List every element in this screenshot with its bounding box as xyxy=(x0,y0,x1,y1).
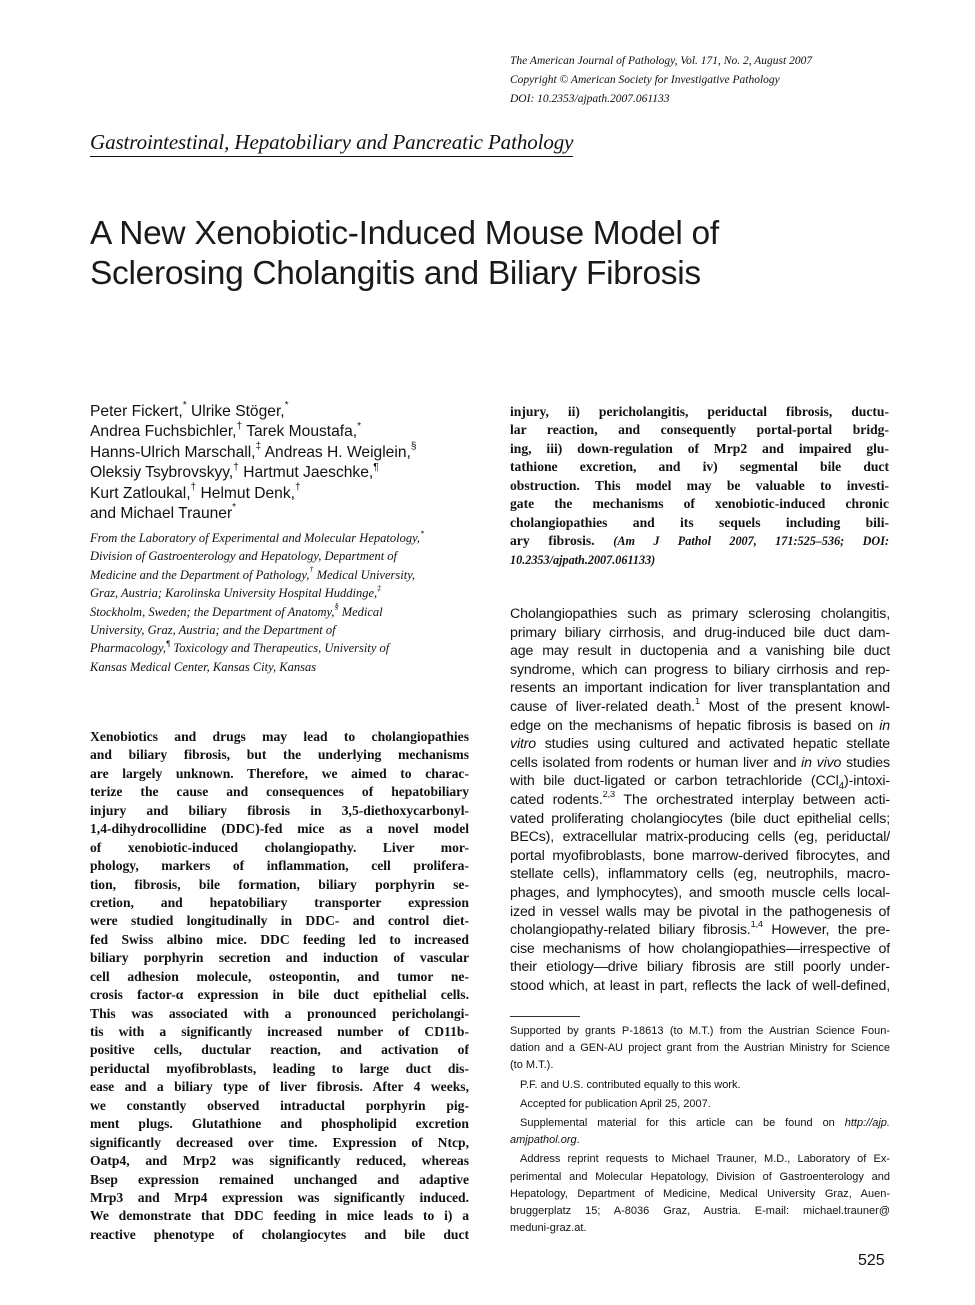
affiliation-mark: † xyxy=(190,481,197,493)
citation-doi: 10.2353/ajpath.2007.061133) xyxy=(510,552,656,567)
abstract-line: lar reaction, and consequently portal-portal bridg- xyxy=(510,422,889,438)
body-line: syndrome, which can progress to biliary cirrhosis and rep- xyxy=(510,661,890,678)
author-name: Peter Fickert, xyxy=(90,403,183,420)
abstract-line: Mrp3 and Mrp4 expression was significantly induced. xyxy=(90,1189,469,1205)
affiliation-mark: * xyxy=(420,528,425,538)
abstract-right-column xyxy=(510,403,889,569)
author-line xyxy=(90,422,490,442)
footnote-line: Supported by grants P-18613 (to M.T.) from the Austrian Science Foun- xyxy=(510,1025,890,1037)
affiliation-mark: † xyxy=(236,420,243,432)
body-line: edge on the mechanisms of hepatic fibrosis is based on in xyxy=(510,717,890,734)
body-line: BECs), extracellular matrix-producing cells (eg, periductal/ xyxy=(510,829,890,846)
abstract-line: were studied longitudinally in DDC- and control diet- xyxy=(90,913,469,929)
funding-note xyxy=(510,1023,890,1075)
author-name: Kurt Zatloukal, xyxy=(90,484,191,502)
body-line: cated rodents.$^{2,3}$ The orchestrated interplay between acti- xyxy=(510,790,890,808)
journal-citation: The American Journal of Pathology, Vol. 171, No. 2, August 2007 xyxy=(510,55,813,67)
footnote-line: amjpathol.org. xyxy=(510,1134,580,1147)
affiliation-text: Medical University, xyxy=(313,567,416,582)
author-name: Hartmut Jaeschke, xyxy=(238,464,374,482)
body-line: stellate cells), inflammatory cells (eg, neutrophils, macro- xyxy=(510,866,890,883)
abstract-line: of xenobiotic-induced cholangiopathy. Liver mor- xyxy=(90,839,469,855)
abstract-left-column xyxy=(90,728,469,1244)
author-name: Helmut Denk, xyxy=(196,484,295,502)
body-line: vated proliferating cholangiocytes (bile duct epithelial cells; xyxy=(510,810,890,827)
title-line: A New Xenobiotic-Induced Mouse Model of xyxy=(90,215,719,252)
abstract-line: ing, iii) down-regulation of Mrp2 and impaired glu- xyxy=(510,440,889,456)
affiliation-text: Medical xyxy=(338,604,383,619)
footnote-line: Address reprint requests to Michael Trauner, M.D., Laboratory of Ex- xyxy=(520,1153,890,1166)
abstract-line: and biliary fibrosis, but the underlying mechanisms xyxy=(90,747,469,763)
affiliation-mark: † xyxy=(294,481,301,493)
affiliation-line xyxy=(90,547,475,565)
author-line xyxy=(90,402,490,422)
affiliation-mark: ‡ xyxy=(255,441,262,453)
author-name: Tarek Moustafa, xyxy=(242,423,358,441)
abstract-line: tion, fibrosis, bile formation, biliary porphyrin se- xyxy=(90,876,469,892)
body-line: cise mechanisms of how cholangiopathies—irrespective of xyxy=(510,940,890,957)
body-line: with bile duct-ligated or carbon tetrachloride (CCl$_4$)-intoxi- xyxy=(510,773,890,791)
article-title xyxy=(90,214,890,294)
author-name: Ulrike Stöger, xyxy=(186,403,285,420)
address-note xyxy=(510,1151,890,1237)
affiliation-line xyxy=(90,621,475,639)
affiliation-mark: * xyxy=(182,400,187,412)
abstract-line: obstruction. This model may be valuable to investi- xyxy=(510,477,889,493)
abstract-line: tis with a significantly increased number of CD11b- xyxy=(90,1024,469,1039)
abstract-line: gate the mechanisms of xenobiotic-induced chronic xyxy=(510,496,889,512)
affiliation-text: Graz, Austria; Karolinska University Hospital Huddinge, xyxy=(90,586,378,601)
abstract-line: cholangiopathies and its sequels including bili- xyxy=(510,514,889,530)
affiliation-text: Medicine and the Department of Pathology, xyxy=(90,567,310,582)
abstract-line: periductal myofibroblasts, leading to large duct dis- xyxy=(90,1060,469,1076)
body-text xyxy=(510,605,890,995)
abstract-line: crosis factor-α expression in bile duct epithelial cells. xyxy=(90,987,469,1003)
abstract-line: cretion, and hepatobiliary transporter expression xyxy=(90,894,469,910)
abstract-line: Bsep expression remained unchanged and adaptive xyxy=(90,1171,469,1187)
abstract-line: injury and biliary fibrosis in 3,5-diethoxycarbonyl- xyxy=(90,802,469,818)
abstract-line: are largely unknown. Therefore, we aimed to charac- xyxy=(90,765,469,781)
body-line: cholangiopathy-related biliary fibrosis.$^{1,4}$ However, the pre- xyxy=(510,921,890,939)
abstract-line: fed Swiss albino mice. DDC feeding led to increased xyxy=(90,931,469,947)
author-line xyxy=(90,443,490,463)
body-line: their etiology—drive biliary fibrosis are still poorly under- xyxy=(510,959,890,976)
abstract-line: positive cells, ductular reaction, and activation of xyxy=(90,1042,469,1058)
supplemental-note xyxy=(510,1115,890,1149)
affiliation-line xyxy=(90,584,475,602)
author-list xyxy=(90,402,490,524)
affiliation-text: Toxicology and Therapeutics, University of xyxy=(170,641,390,656)
affiliation-line xyxy=(90,566,475,584)
footnote-line: (to M.T.). xyxy=(510,1059,554,1072)
affiliation-text: Division of Gastroenterology and Hepatology, Department of xyxy=(90,549,398,564)
affiliation-mark: † xyxy=(233,461,239,473)
abstract-line xyxy=(510,532,889,550)
abstract-line: This was associated with a pronounced pericholangi- xyxy=(90,1005,469,1021)
body-line: ized in vessel walls may be pivotal in the pathogenesis of xyxy=(510,903,890,920)
affiliation-text: University, Graz, Austria; and the Department of xyxy=(90,623,336,638)
abstract-line: phology, markers of inflammation, cell prolifera- xyxy=(90,858,469,874)
section-heading: Gastrointestinal, Hepatobiliary and Pancreatic Pathology xyxy=(90,130,573,157)
citation-inline: (Am J Pathol 2007, 171:525–536; DOI: xyxy=(613,534,889,549)
affiliation-line xyxy=(90,603,475,621)
page-number: 525 xyxy=(858,1252,885,1269)
abstract-line: ment plugs. Glutathione and phospholipid excretion xyxy=(90,1116,469,1132)
footnote-line: bruggerplatz 15; A-8036 Graz, Austria. E-mail: michael.trauner@ xyxy=(510,1204,890,1217)
body-line: stood which, at least in part, reflects the lack of well-defined, xyxy=(510,977,890,994)
author-name: Andreas H. Weiglein, xyxy=(261,443,411,461)
author-line xyxy=(90,463,490,483)
abstract-line: reactive phenotype of cholangiocytes and bile duct xyxy=(90,1226,469,1242)
footnote-line: Supplemental material for this article can be found on http://ajp. xyxy=(520,1116,890,1129)
affiliation-text: Stockholm, Sweden; the Department of Anatomy, xyxy=(90,604,335,619)
body-line: Cholangiopathies such as primary sclerosing cholangitis, xyxy=(510,606,890,622)
affiliation-mark: ‡ xyxy=(377,583,382,593)
affiliation-text: From the Laboratory of Experimental and Molecular Hepatology, xyxy=(90,531,421,545)
affiliation-mark: † xyxy=(309,565,314,575)
abstract-line: significantly decreased over time. Expression of Ntcp, xyxy=(90,1134,469,1150)
footnote-line: dation and a GEN-AU project grant from the Austrian Ministry for Science xyxy=(510,1042,890,1055)
author-name: and Michael Trauner xyxy=(90,505,233,523)
abstract-line: injury, ii) pericholangitis, periductal fibrosis, ductu- xyxy=(510,404,889,419)
body-line: cells isolated from rodents or human liver and in vivo studies xyxy=(510,754,890,771)
body-line: cause of liver-related death.$^1$ Most of the present knowl- xyxy=(510,697,890,715)
abstract-line: terize the cause and consequences of hepatobiliary xyxy=(90,784,469,800)
affiliation-mark: ¶ xyxy=(373,461,379,473)
abstract-line: cell adhesion molecule, osteopontin, and tumor ne- xyxy=(90,968,469,984)
body-line: primary biliary cirrhosis, and drug-induced bile duct dam- xyxy=(510,624,890,641)
author-name: Hanns-Ulrich Marschall, xyxy=(90,443,256,461)
abstract-line: we constantly observed intraductal porphyrin pig- xyxy=(90,1097,469,1113)
author-line xyxy=(90,481,490,504)
footnote-line: perimental and Molecular Hepatology, Division of Gastroenterology and xyxy=(510,1170,890,1183)
accepted-note: Accepted for publication April 25, 2007. xyxy=(520,1097,711,1110)
author-name: Oleksiy Tsybrovskyy, xyxy=(90,464,234,482)
affiliation-mark: ¶ xyxy=(166,639,171,649)
footnote-divider xyxy=(510,1016,580,1017)
abstract-line: tathione excretion, and iv) segmental bile duct xyxy=(510,459,889,475)
affiliation xyxy=(90,529,475,676)
body-line: age may result in ductopenia and a vanishing bile duct xyxy=(510,643,890,660)
affiliation-mark: § xyxy=(334,602,339,612)
affiliation-mark: * xyxy=(284,400,289,412)
footnote-line: Hepatology, Department of Medicine, Medical University Graz, Auen- xyxy=(510,1187,890,1200)
abstract-text: ary fibrosis. xyxy=(510,533,595,549)
abstract-line: Oatp4, and Mrp2 was significantly reduced, whereas xyxy=(90,1153,469,1169)
author-line xyxy=(90,504,490,524)
affiliation-line xyxy=(90,529,475,547)
affiliation-text: Kansas Medical Center, Kansas City, Kansas xyxy=(90,659,317,674)
affiliation-text: Pharmacology, xyxy=(90,641,167,656)
abstract-line: biliary porphyrin secretion and induction of vascular xyxy=(90,950,469,966)
body-line: resents an important indication for liver transplantation and xyxy=(510,680,890,697)
body-line: portal myofibroblasts, bone marrow-derived fibrocytes, and xyxy=(510,847,890,864)
title-line: Sclerosing Cholangitis and Biliary Fibrosis xyxy=(90,255,701,292)
body-line: phages, and lymphocytes), and smooth muscle cells local- xyxy=(510,884,890,901)
doi-line: DOI: 10.2353/ajpath.2007.061133 xyxy=(510,93,670,105)
affiliation-mark: * xyxy=(357,420,362,432)
footnote-line: meduni-graz.at. xyxy=(510,1222,587,1235)
body-line: vitro studies using cultured and activated hepatic stellate xyxy=(510,736,890,753)
footnotes xyxy=(510,1023,890,1237)
affiliation-line xyxy=(90,639,475,657)
abstract-line: Xenobiotics and drugs may lead to cholangiopathies xyxy=(90,729,469,744)
equal-contribution-note: P.F. and U.S. contributed equally to this work. xyxy=(520,1078,741,1091)
abstract-line: 1,4-dihydrocollidine (DDC)-fed mice as a novel model xyxy=(90,821,469,837)
affiliation-line xyxy=(90,658,475,676)
abstract-line: ease and a biliary type of liver fibrosis. After 4 weeks, xyxy=(90,1079,469,1095)
abstract-line: We demonstrate that DDC feeding in mice leads to i) a xyxy=(90,1208,469,1224)
copyright-line: Copyright © American Society for Investigative Pathology xyxy=(510,74,780,86)
affiliation-mark: § xyxy=(410,441,417,453)
journal-header xyxy=(510,52,940,109)
affiliation-mark: * xyxy=(232,502,237,514)
author-name: Andrea Fuchsbichler, xyxy=(90,423,237,441)
